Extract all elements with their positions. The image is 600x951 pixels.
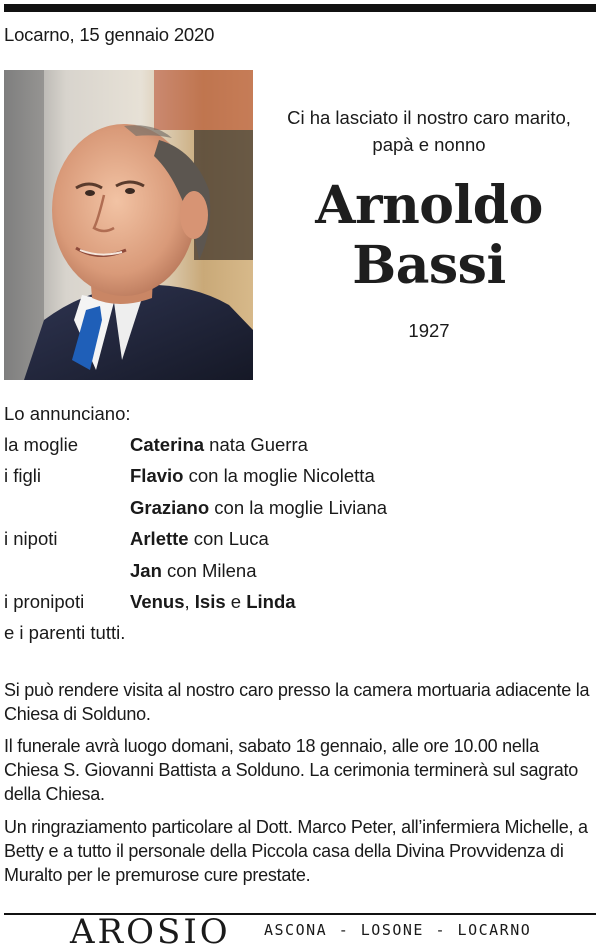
funeral-home-brand: AROSIO [70, 912, 231, 951]
relative-names [130, 560, 257, 582]
relative-detail: con la moglie Liviana [209, 497, 388, 518]
portrait-photo [4, 70, 253, 380]
place-date: Locarno, 15 gennaio 2020 [4, 24, 215, 45]
relative-name: Arlette [130, 528, 189, 549]
top-rule [4, 4, 596, 12]
family-row-relatives [4, 622, 594, 650]
funeral-home-towns: ASCONA - LOSONE - LOCARNO [264, 921, 532, 939]
announcement-heading: Lo annunciano: [4, 403, 131, 424]
deceased-last-name: Bassi [352, 235, 506, 296]
portrait-image [4, 70, 253, 380]
relation-label: i figli [4, 465, 42, 486]
birth-year: 1927 [408, 320, 450, 341]
family-row-great-grandchildren [4, 591, 594, 619]
relation-label: la moglie [4, 434, 79, 455]
family-row-grandchild-2 [4, 560, 594, 588]
intro-text [262, 104, 596, 158]
relative-detail: nata Guerra [204, 434, 308, 455]
relative-name: Flavio [130, 465, 184, 486]
deceased-first-name: Arnoldo [315, 175, 543, 236]
relative-detail: con Milena [161, 560, 257, 581]
funeral-notice: Il funerale avrà luogo domani, sabato 18 gennaio, alle ore 10.00 nella Chiesa S. Giovanni Battista a Solduno. La cerimonia terminerà sul sagrato della Chiesa. [4, 736, 579, 804]
thanks-notice: Un ringraziamento particolare al Dott. Marco Peter, all’infermiera Michelle, a Betty e a tutto il personale della Piccola casa della Divina Provvidenza di Muralto per le premurose cure prestate. [4, 817, 588, 885]
intro-line-2: papà e nonno [372, 134, 486, 155]
relative-names [130, 528, 269, 550]
family-row-grandchildren [4, 528, 594, 556]
relation-label: i nipoti [4, 528, 58, 549]
relative-names [130, 434, 308, 456]
family-row-children [4, 465, 594, 493]
relative-detail: con Luca [188, 528, 269, 549]
family-row-child-2 [4, 497, 594, 525]
relative-name: Jan [130, 560, 162, 581]
intro-line-1: Ci ha lasciato il nostro caro marito, [287, 107, 571, 128]
visit-notice: Si può rendere visita al nostro caro presso la camera mortuaria adiacente la Chiesa di Solduno. [4, 680, 590, 724]
relatives-text: e i parenti tutti. [4, 622, 126, 643]
relative-name: Linda [246, 591, 296, 612]
relation-label: i pronipoti [4, 591, 85, 612]
relative-names [130, 465, 375, 487]
relative-name: Isis [194, 591, 226, 612]
relative-name: Venus [130, 591, 185, 612]
name-separator: , [184, 591, 195, 612]
family-row-wife [4, 434, 594, 462]
relative-detail: con la moglie Nicoletta [183, 465, 375, 486]
relative-name: Graziano [130, 497, 210, 518]
relative-name: Caterina [130, 434, 205, 455]
relative-names [130, 497, 387, 519]
relative-names [130, 591, 296, 613]
name-separator: e [225, 591, 247, 612]
